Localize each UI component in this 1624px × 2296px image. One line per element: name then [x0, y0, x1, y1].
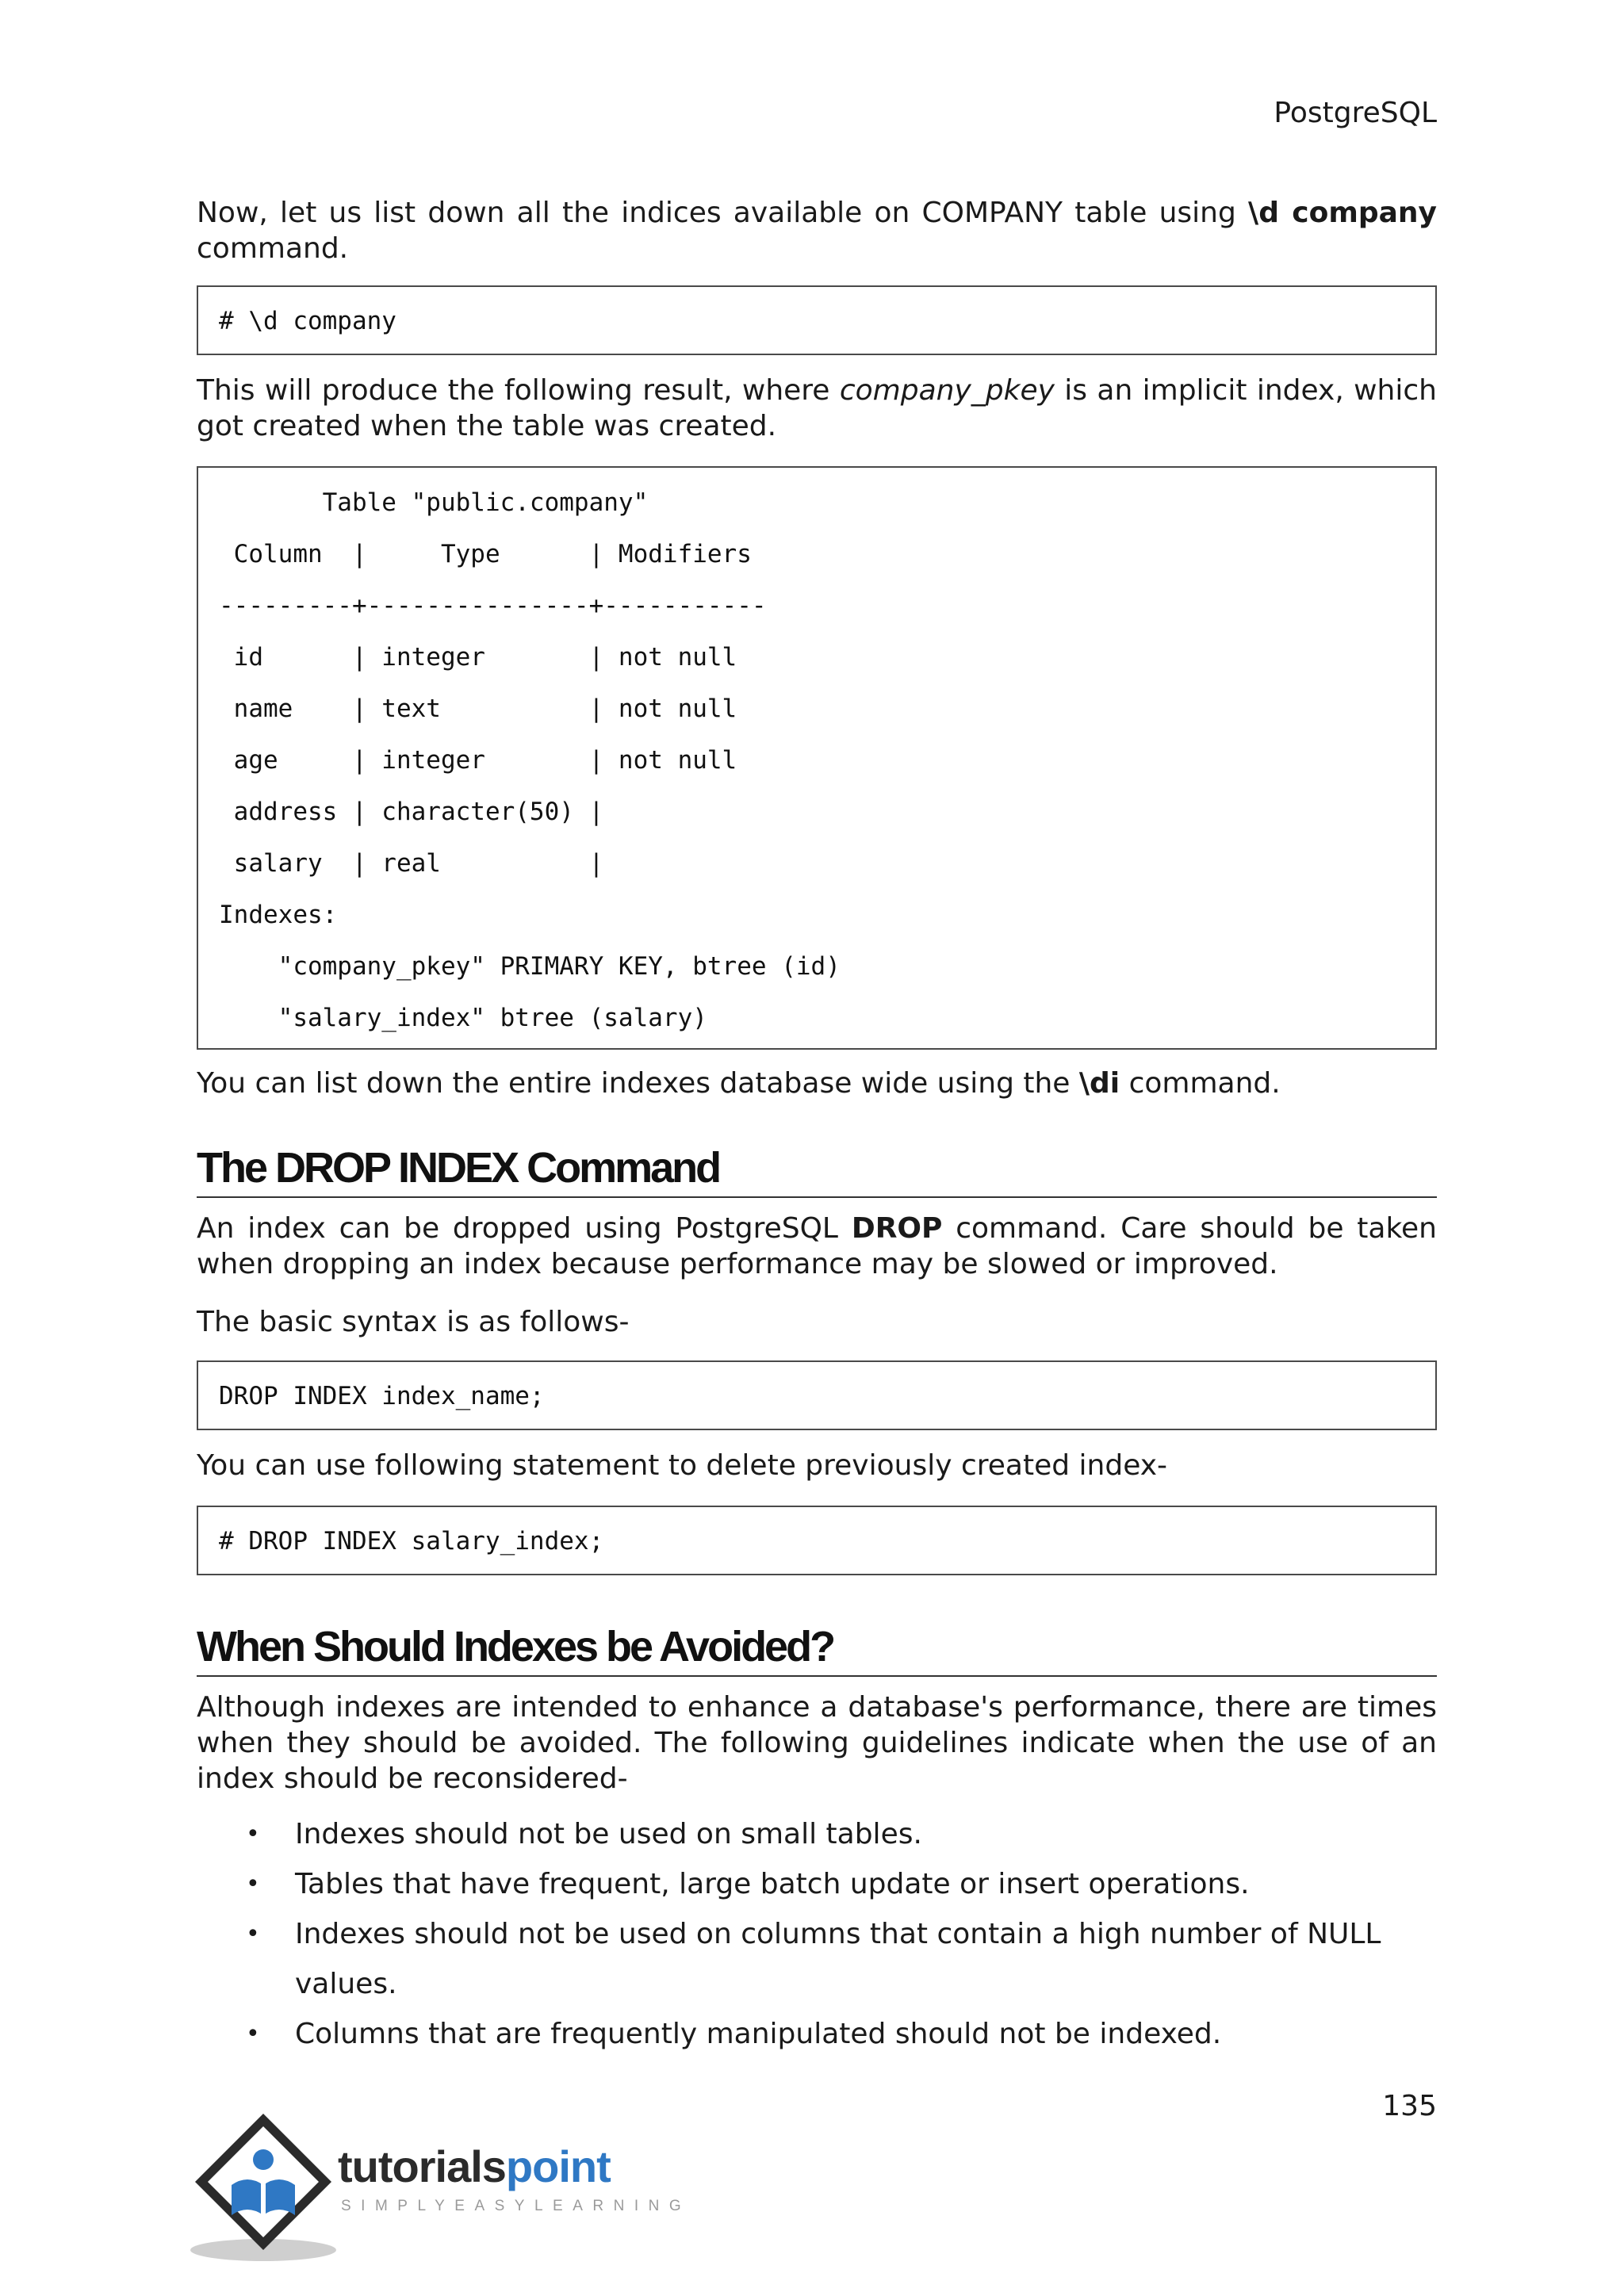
code-block-table-output: [197, 466, 1437, 1050]
text-run: command.: [1120, 1067, 1281, 1100]
paragraph-intro: [197, 195, 1437, 266]
text-run: command.: [197, 232, 349, 265]
list-item: [197, 1809, 1437, 1859]
section-heading-avoid-indexes: When Should Indexes be Avoided?: [197, 1621, 1437, 1677]
text-run: Now, let us list down all the indices available on COMPANY table using: [197, 197, 1249, 229]
code-line: DROP INDEX index_name;: [219, 1382, 545, 1410]
italic-run: company_pkey: [839, 374, 1055, 407]
logo-tagline: SIMPLYEASYLEARNING: [341, 2198, 691, 2214]
code-line: Table "public.company": [219, 488, 649, 517]
logo-person-head: [253, 2149, 274, 2170]
code-line: "company_pkey" PRIMARY KEY, btree (id): [219, 952, 841, 981]
guidelines-list: [197, 1809, 1437, 2059]
code-line: id | integer | not null: [219, 643, 737, 672]
logo-diamond-inner: [208, 2126, 319, 2237]
tutorialspoint-logo: [190, 2109, 698, 2267]
text-run: An index can be dropped using PostgreSQL: [197, 1212, 852, 1245]
code-line: ---------+---------------+-----------: [219, 591, 767, 620]
page-content: [197, 195, 1437, 2059]
list-item: [197, 1859, 1437, 1909]
bullet-icon: •: [246, 2020, 260, 2048]
page-number: 135: [1382, 2090, 1437, 2122]
logo-book-spine: [261, 2183, 266, 2215]
paragraph-syntax: The basic syntax is as follows-: [197, 1306, 630, 1338]
code-line: # \d company: [219, 307, 396, 335]
bold-run: \d company: [1248, 197, 1437, 229]
bold-run: DROP: [851, 1212, 943, 1245]
paragraph-result: [197, 373, 1437, 444]
bullet-icon: •: [246, 1870, 260, 1898]
text-run: This will produce the following result, where: [197, 374, 840, 407]
paragraph-drop: [197, 1211, 1437, 1282]
code-line: Column | Type | Modifiers: [219, 540, 752, 568]
logo-wordmark: [338, 2141, 611, 2191]
list-item-text: Indexes should not be used on columns that contain a high number of NULL values.: [295, 1918, 1381, 2000]
section-heading-drop-index: The DROP INDEX Command: [197, 1142, 1437, 1198]
list-item-text: Indexes should not be used on small tables.: [295, 1818, 922, 1850]
code-block-drop-example: [197, 1506, 1437, 1575]
code-block-describe: [197, 285, 1437, 355]
code-line: address | character(50) |: [219, 798, 604, 826]
code-line: Indexes:: [219, 901, 338, 929]
code-block-drop-syntax: [197, 1360, 1437, 1430]
code-line: "salary_index" btree (salary): [219, 1004, 707, 1032]
bullet-icon: •: [246, 1920, 260, 1948]
list-item-text: Columns that are frequently manipulated should not be indexed.: [295, 2018, 1222, 2050]
bullet-icon: •: [246, 1820, 260, 1848]
text-run: You can list down the entire indexes database wide using the: [197, 1067, 1079, 1100]
code-line: # DROP INDEX salary_index;: [219, 1527, 604, 1556]
text-run: is an implicit index, which got created when the table was created.: [197, 374, 1437, 442]
paragraph-example: You can use following statement to delete previously created index-: [197, 1449, 1167, 1482]
running-title: PostgreSQL: [1274, 97, 1437, 129]
paragraph-avoid: Although indexes are intended to enhance a database's performance, there are times when they should be avoided. The following guidelines indicate when the use of an index should be reconsidered-: [197, 1691, 1437, 1795]
bold-run: \di: [1078, 1067, 1120, 1100]
paragraph-di: [197, 1066, 1437, 1101]
list-item-text: Tables that have frequent, large batch update or insert operations.: [295, 1868, 1250, 1900]
code-line: salary | real |: [219, 849, 604, 878]
list-item: [197, 2009, 1437, 2059]
text-run: command. Care should be taken when dropping an index because performance may be slowed or improved.: [197, 1212, 1437, 1280]
logo-wordmark-part2: point: [505, 2141, 611, 2191]
code-line: name | text | not null: [219, 695, 737, 723]
logo-wordmark-part1: tutorials: [338, 2141, 506, 2191]
list-item: [197, 1909, 1437, 2009]
code-line: age | integer | not null: [219, 746, 737, 775]
